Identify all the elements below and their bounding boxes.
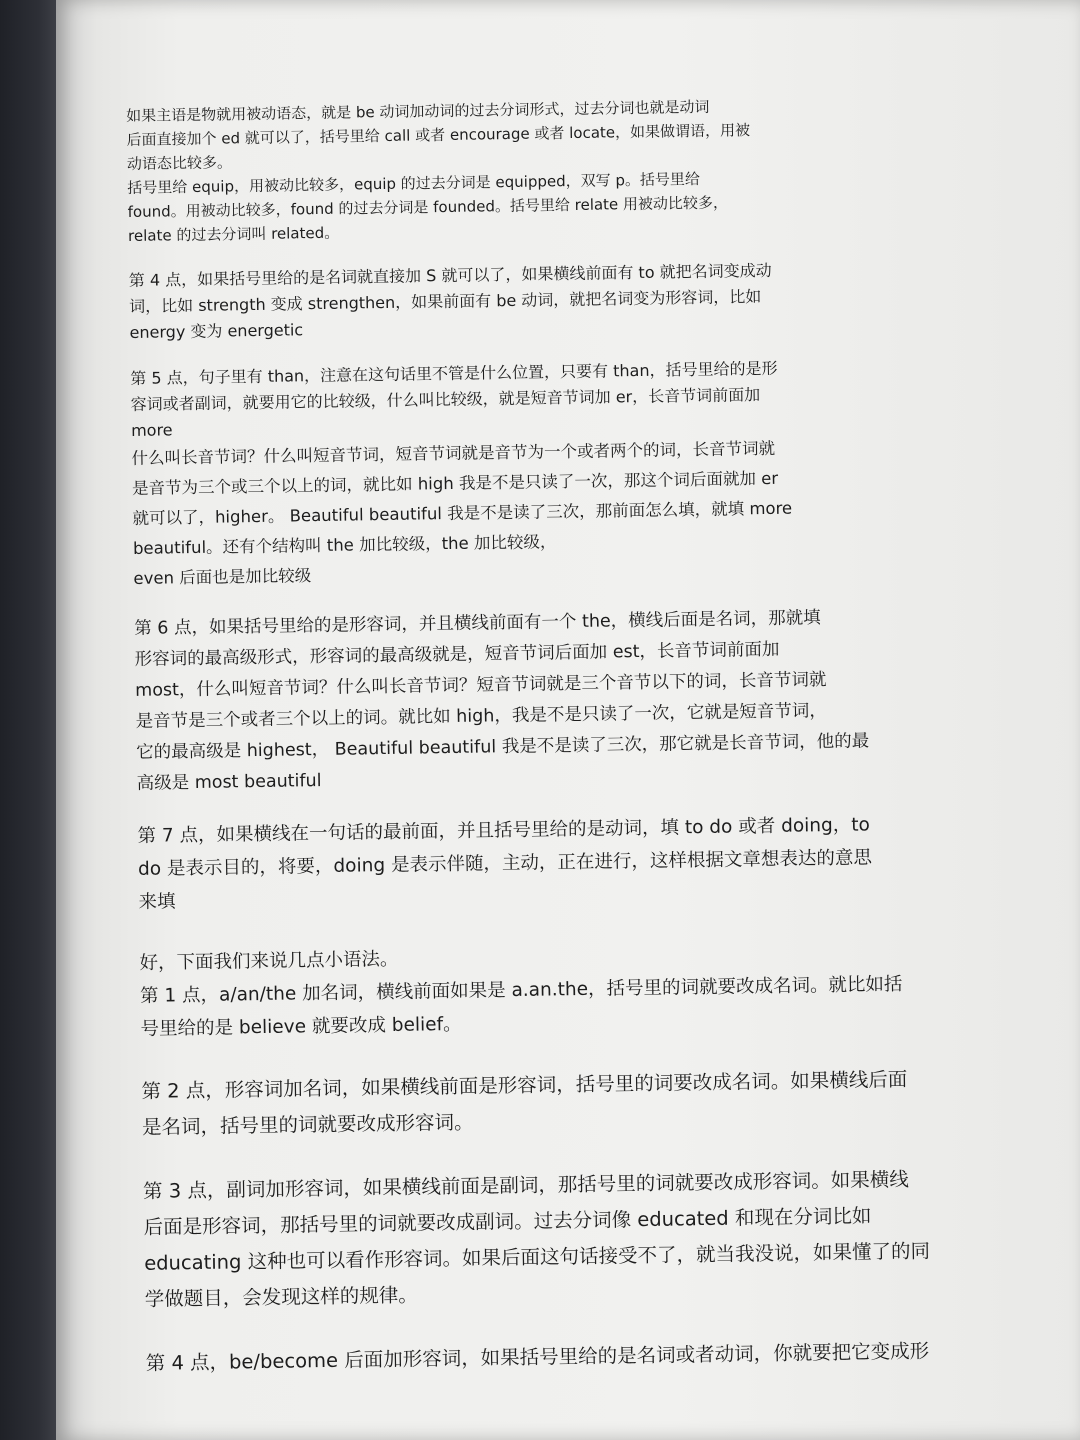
- text-line: 学做题目，会发现这样的规律。: [144, 1283, 418, 1311]
- text-line: 如果主语是物就用被动语态，就是 be 动词加动词的过去分词形式，过去分词也就是动词: [126, 97, 710, 125]
- text-line: relate 的过去分词叫 related。: [127, 223, 340, 245]
- text-line: 后面是形容词，那括号里的词就要改成副词。过去分词像 educated 和现在分词比如: [143, 1204, 872, 1239]
- text-line: energy 变为 energetic: [129, 320, 304, 342]
- text-line: 容词或者副词，就要用它的比较级，什么叫比较级，就是短音节词加 er，长音节词前面加: [130, 385, 761, 414]
- text-line: 是名词，括号里的词就要改成形容词。: [141, 1110, 474, 1139]
- paragraph-passive-examples: [127, 162, 1008, 248]
- paragraph-point-7-to-do-doing: [137, 806, 1018, 919]
- text-line: 形容词的最高级形式，形容词的最高级就是，短音节词后面加 est，长音节词前面加: [134, 639, 780, 670]
- paragraph-small-grammar-point-1: [139, 933, 1020, 1046]
- text-line: 动语态比较多。: [126, 153, 233, 173]
- text-line: 第 2 点，形容词加名词，如果横线前面是形容词，括号里的词要改成名词。如果横线后面: [141, 1067, 908, 1103]
- text-line: 第 6 点，如果括号里给的是形容词，并且横线前面有一个 the，横线后面是名词，那就填: [134, 608, 821, 639]
- text-line: 词，比如 strength 变成 strengthen，如果前面有 be 动词，就把名词变为形容词，比如: [129, 287, 762, 316]
- text-line: 来填: [138, 891, 176, 913]
- paragraph-point-4-nouns: [129, 254, 1010, 346]
- paragraph-passive-voice: [126, 90, 1007, 176]
- text-line: 第 5 点，句子里有 than，注意在这句话里不管是什么位置，只要有 than，括号里给的是形: [130, 358, 778, 388]
- text-line: 什么叫长音节词？什么叫短音节词，短音节词就是音节为一个或者两个的词，长音节词就: [131, 438, 776, 468]
- paragraph-point-5-comparative: [130, 352, 1011, 444]
- text-line: most，什么叫短音节词？什么叫长音节词？短音节词就是三个音节以下的词，长音节词就: [135, 670, 827, 701]
- text-line: 是音节为三个或三个以上的词，就比如 high 我是不是只读了一次，那这个词后面就加 er: [131, 468, 779, 498]
- text-line: 第 4 点，如果括号里给的是名词就直接加 S 就可以了，如果横线前面有 to 就把名词变成动: [128, 260, 772, 290]
- paragraph-syllables: [131, 430, 1013, 594]
- text-line: educating 这种也可以看作形容词。如果后面这句话接受不了，就当我没说，如果懂了的同: [144, 1239, 931, 1275]
- book-page: [56, 0, 1080, 1440]
- text-line: 第 4 点，be/become 后面加形容词，如果括号里给的是名词或者动词，你就要把它变成形: [145, 1339, 930, 1375]
- text-line: 后面直接加个 ed 就可以了，括号里给 call 或者 encourage 或者 locate，如果做谓语，用被: [126, 121, 751, 149]
- text-line: 第 7 点，如果横线在一句话的最前面，并且括号里给的是动词，填 to do 或者 doing，to: [137, 814, 871, 847]
- text-line: 括号里给 equip，用被动比较多，equip 的过去分词是 equipped，双写 p。括号里给: [127, 169, 701, 197]
- text-line: 就可以了，higher。 Beautiful beautiful 我是不是读了三次，那前面怎么填，就填 more: [132, 498, 793, 528]
- text-line: 好，下面我们来说几点小语法。: [139, 948, 399, 974]
- paragraph-grammar-point-2: [141, 1060, 1022, 1146]
- text-line: found。用被动比较多，found 的过去分词是 founded。括号里给 relate 用被动比较多，: [127, 193, 729, 221]
- text-line: do 是表示目的，将要，doing 是表示伴随，主动，正在进行，这样根据文章想表达的意思: [137, 847, 873, 880]
- text-line: more: [130, 420, 173, 440]
- text-line: beautiful。还有个结构叫 the 加比较级，the 加比较级，: [132, 532, 557, 558]
- text-line: 第 3 点，副词加形容词，如果横线前面是副词，那括号里的词就要改成形容词。如果横线: [142, 1167, 909, 1203]
- text-line: 是音节是三个或者三个以上的词。就比如 high，我是不是只读了一次，它就是短音节词，: [135, 701, 827, 732]
- paragraph-point-6-superlative: [134, 600, 1017, 800]
- text-line: even 后面也是加比较级: [133, 566, 312, 588]
- text-line: 第 1 点，a/an/the 加名词，横线前面如果是 a.an.the，括号里的词就要改成名词。就比如括: [139, 973, 903, 1007]
- book-binding: [0, 0, 64, 1440]
- text-line: 高级是 most beautiful: [136, 771, 322, 794]
- text-line: 号里给的是 believe 就要改成 belief。: [140, 1013, 462, 1040]
- page-text: [126, 90, 1026, 1382]
- text-line: 它的最高级是 highest， Beautiful beautiful 我是不是读了三次，那它就是长音节词，他的最: [136, 731, 870, 763]
- paragraph-grammar-point-3: [143, 1160, 1025, 1318]
